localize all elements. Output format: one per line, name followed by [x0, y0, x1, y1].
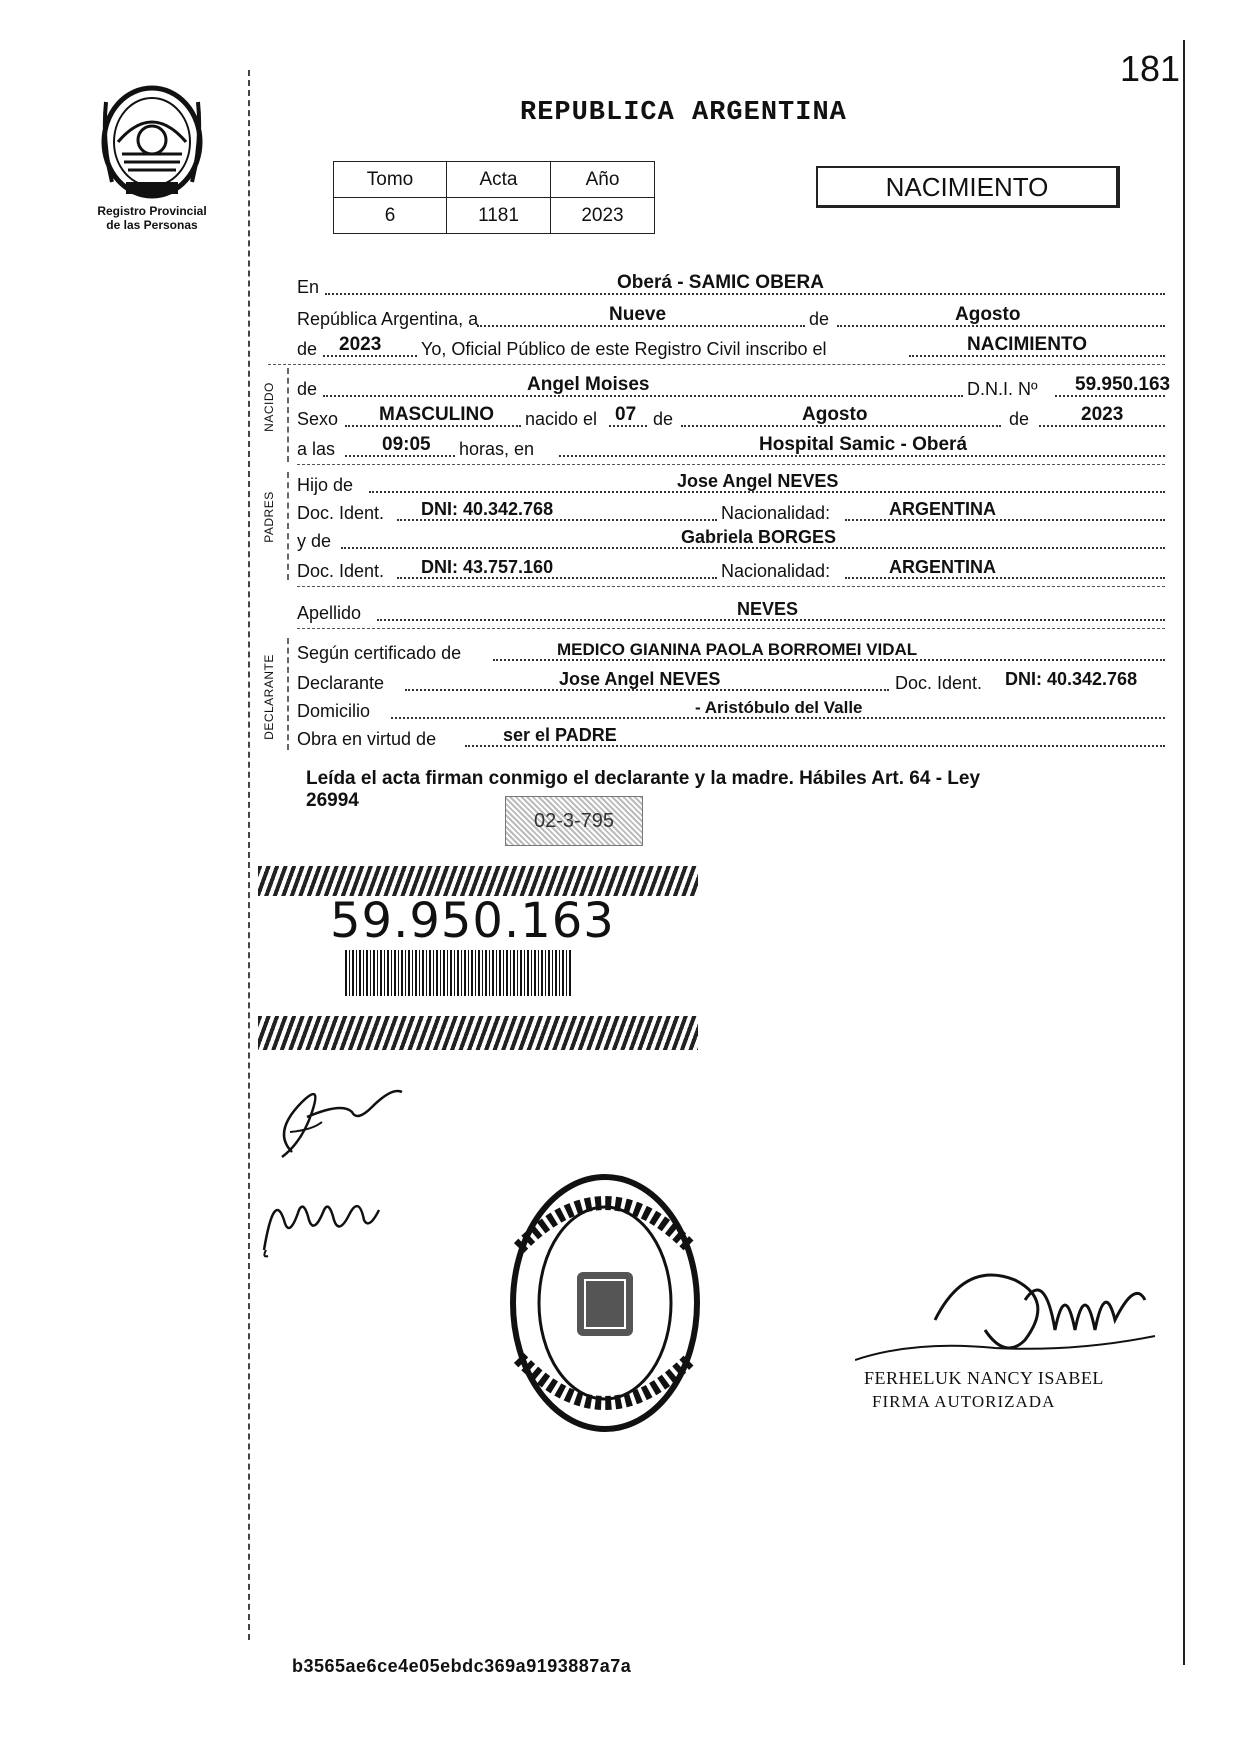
surname-value: NEVES — [737, 599, 799, 619]
birth-year: 2023 — [1081, 404, 1124, 425]
document-hash: b3565ae6ce4e05ebdc369a9193887a7a — [292, 1656, 632, 1676]
address-value: - Aristóbulo del Valle — [695, 698, 863, 717]
reason-value: ser el PADRE — [503, 725, 617, 745]
address-row: Domicilio - Aristóbulo del Valle — [297, 694, 1165, 724]
birth-place: Hospital Samic - Oberá — [759, 434, 968, 455]
security-band-bottom — [258, 1016, 698, 1050]
right-margin-rule — [1183, 40, 1185, 1665]
acta-header: Acta — [447, 162, 551, 198]
child-name-row: de Angel Moises D.N.I. Nº 59.950.163 — [297, 374, 1171, 399]
birth-time-row: a las 09:05 horas, en Hospital Samic - Oberá — [297, 432, 1165, 462]
signer-role: FIRMA AUTORIZADA — [872, 1392, 1056, 1411]
acta-value: 1181 — [447, 198, 551, 234]
sex-value: MASCULINO — [379, 404, 495, 425]
mother-doc-row: Doc. Ident. DNI: 43.757.160 Nacionalidad: ARGENTINA — [297, 554, 1165, 584]
surname-row: Apellido NEVES — [297, 596, 1165, 626]
declarante-section-label: DECLARANTE — [262, 654, 276, 740]
closing-statement: Leída el acta firman conmigo el declarante y la madre. Hábiles Art. 64 - Ley 26994 — [306, 768, 981, 811]
event-value: NACIMIENTO — [967, 334, 1087, 355]
declarant-dni: DNI: 40.342.768 — [1005, 669, 1138, 689]
document-type-box: NACIMIENTO — [816, 166, 1120, 208]
security-dni-number: 59.950.163 — [330, 893, 615, 949]
declarant-name: Jose Angel NEVES — [559, 669, 721, 689]
birth-time: 09:05 — [382, 434, 431, 455]
mother-row: y de Gabriela BORGES — [297, 524, 1165, 554]
declarant-signature — [262, 1072, 412, 1162]
birth-month: Agosto — [802, 404, 868, 425]
page-number: 181 — [1120, 48, 1181, 89]
padres-section-label: PADRES — [262, 491, 276, 543]
year-row: de 2023 Yo, Oficial Público de este Registro Civil inscribo el NACIMIENTO — [297, 332, 1165, 362]
authorized-signature — [855, 1240, 1175, 1380]
certificate-issuer: MEDICO GIANINA PAOLA BORROMEI VIDAL — [557, 640, 918, 659]
month-value: Agosto — [955, 304, 1021, 325]
barcode — [345, 950, 571, 996]
mother-nationality: ARGENTINA — [889, 557, 996, 577]
date-row: República Argentina, a Nueve de Agosto — [297, 302, 1165, 332]
father-row: Hijo de Jose Angel NEVES — [297, 468, 1165, 498]
tomo-value: 6 — [334, 198, 447, 234]
tomo-header: Tomo — [334, 162, 447, 198]
anio-header: Año — [551, 162, 655, 198]
registry-seal — [505, 1168, 705, 1438]
left-margin-rule — [248, 70, 250, 1640]
certificate-row: Según certificado de MEDICO GIANINA PAOLA BORROMEI VIDAL — [297, 636, 1165, 666]
child-name: Angel Moises — [527, 374, 650, 395]
signer-name: FERHELUK NANCY ISABEL — [864, 1368, 1104, 1388]
child-dni: 59.950.163 — [1075, 374, 1171, 395]
father-doc-row: Doc. Ident. DNI: 40.342.768 Nacionalidad: ARGENTINA — [297, 496, 1165, 526]
country-title: REPUBLICA ARGENTINA — [520, 98, 847, 128]
date-stamp: 02-3-795 — [505, 796, 643, 846]
birth-day: 07 — [615, 404, 637, 425]
mother-dni: DNI: 43.757.160 — [421, 557, 554, 577]
provincial-shield-logo — [98, 82, 206, 200]
sex-birth-row: Sexo MASCULINO nacido el 07 de Agosto de 2023 — [297, 402, 1165, 432]
father-nationality: ARGENTINA — [889, 499, 996, 519]
place-value: Oberá - SAMIC OBERA — [617, 272, 824, 293]
anio-value: 2023 — [551, 198, 655, 234]
father-dni: DNI: 40.342.768 — [421, 499, 554, 519]
security-band-top — [258, 866, 698, 896]
registry-table — [333, 161, 655, 234]
reason-row: Obra en virtud de ser el PADRE — [297, 722, 1165, 752]
mother-name: Gabriela BORGES — [681, 527, 837, 547]
declarant-row: Declarante Jose Angel NEVES Doc. Ident. DNI: 40.342.768 — [297, 669, 1138, 693]
logo-caption: Registro Provincial de las Personas — [97, 204, 207, 232]
mother-signature — [254, 1180, 384, 1260]
day-value: Nueve — [609, 304, 667, 325]
father-name: Jose Angel NEVES — [677, 471, 839, 491]
place-row: En Oberá - SAMIC OBERA — [297, 270, 1165, 300]
year-value: 2023 — [339, 334, 382, 355]
nacido-section-label: NACIDO — [262, 382, 276, 432]
